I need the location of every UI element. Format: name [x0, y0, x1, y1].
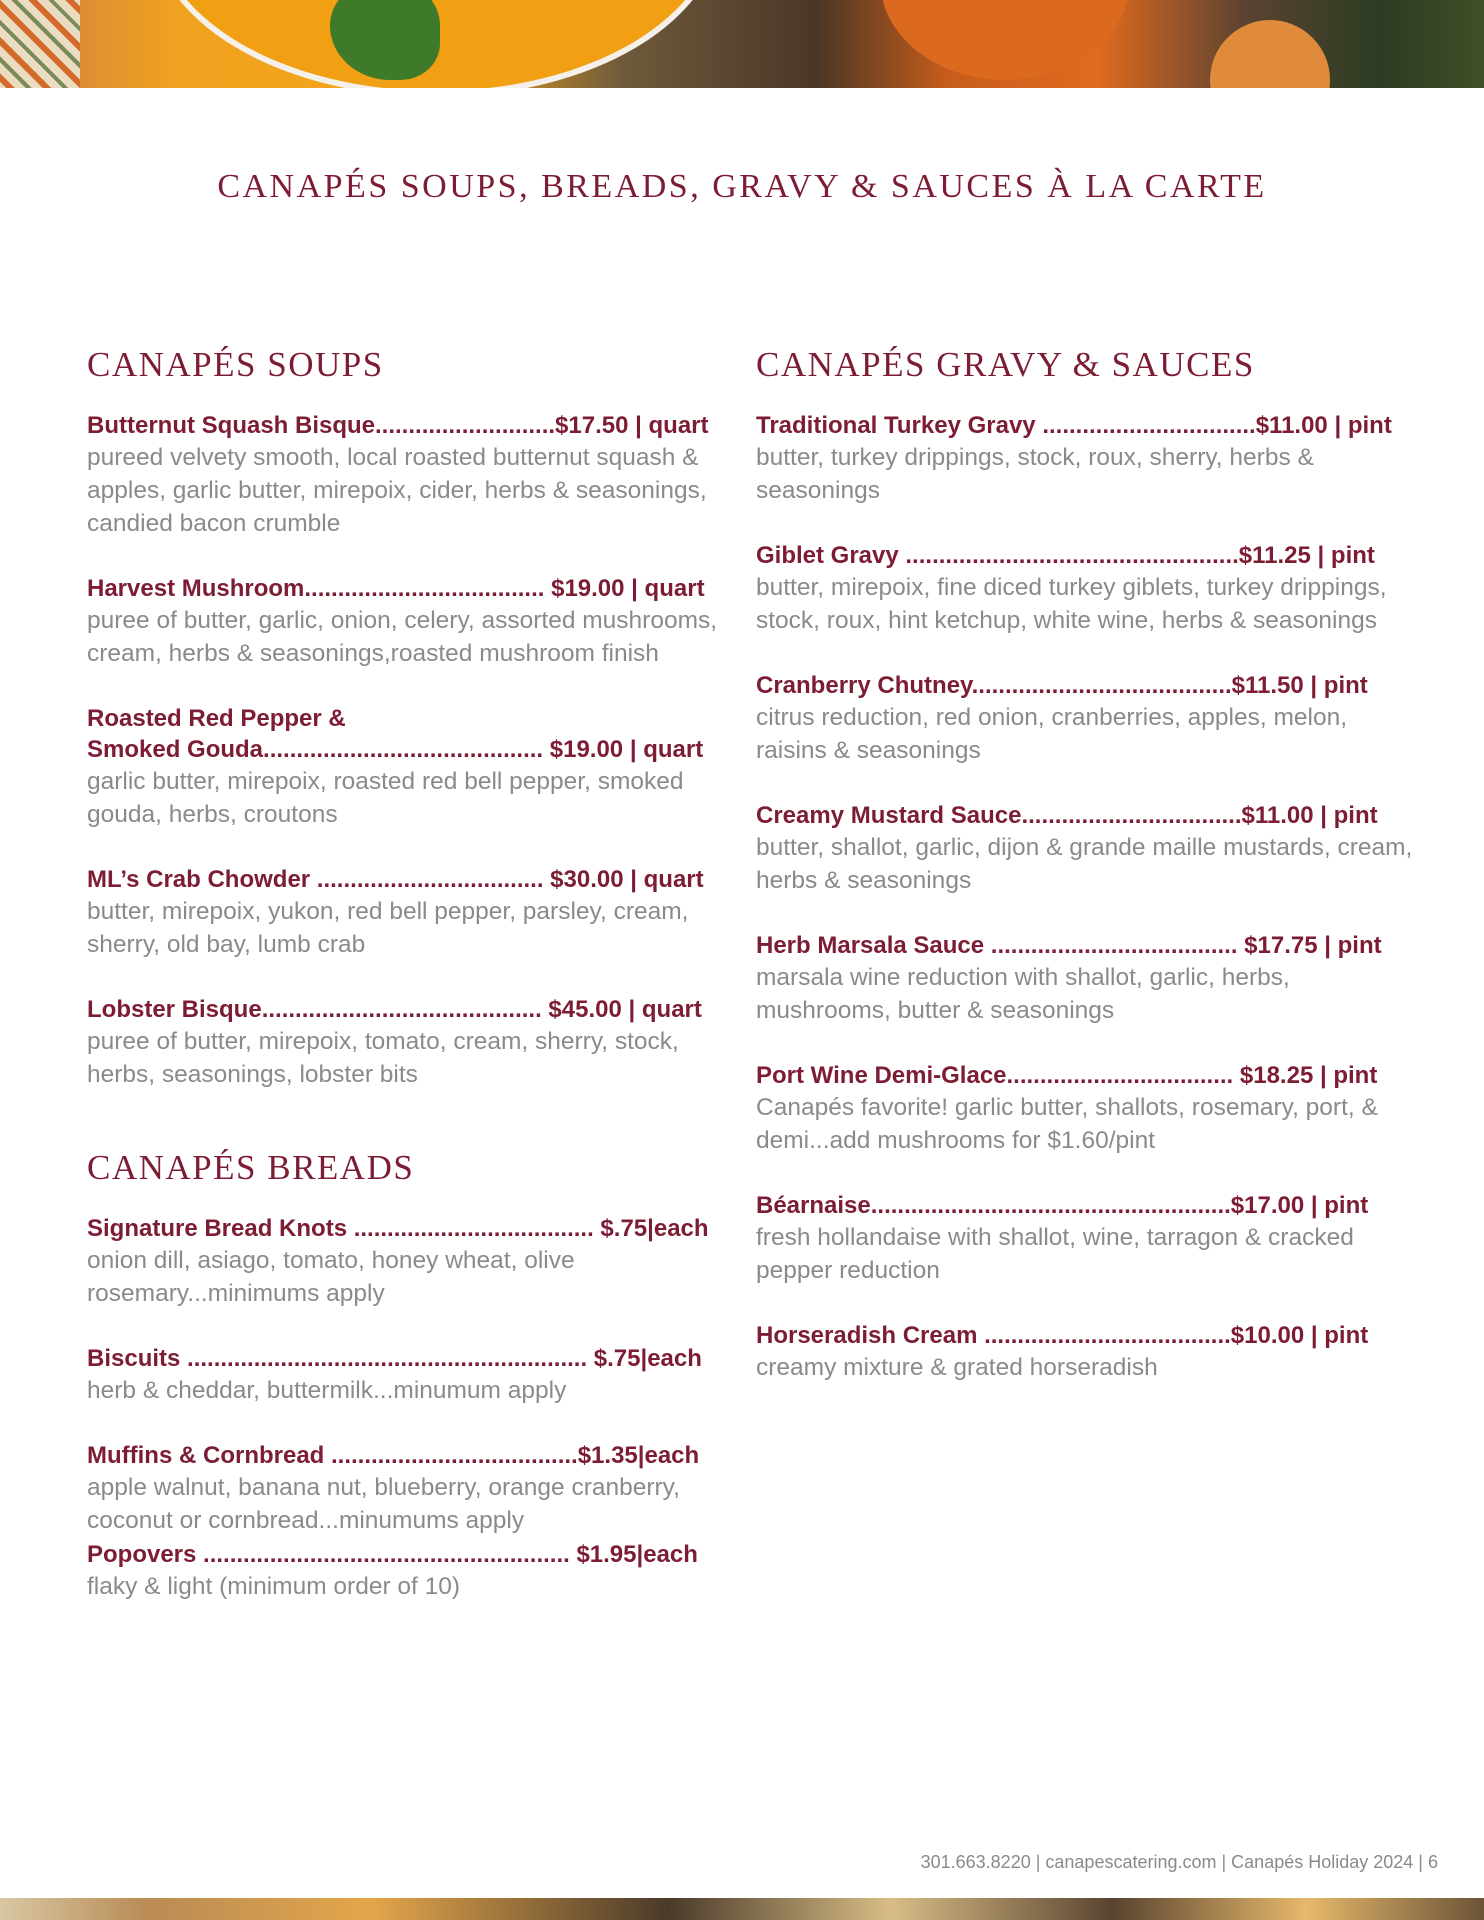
menu-item	[756, 1060, 1416, 1157]
menu-item-description: fresh hollandaise with shallot, wine, tarragon & cracked pepper reduction	[756, 1224, 1354, 1284]
right-column	[756, 344, 1416, 1417]
menu-item-name-price: Popovers ....................................................... $1.95|each	[87, 1541, 698, 1568]
menu-item-description: onion dill, asiago, tomato, honey wheat, olive rosemary...minimums apply	[87, 1247, 575, 1307]
menu-item	[87, 1440, 747, 1537]
breads-section-title: CANAPÉS BREADS	[87, 1148, 415, 1187]
soups-section-title: CANAPÉS SOUPS	[87, 345, 384, 384]
menu-item-description: garlic butter, mirepoix, roasted red bell pepper, smoked gouda, herbs, croutons	[87, 768, 684, 828]
menu-item-name: Roasted Red Pepper &	[87, 705, 346, 732]
sauces-section-title: CANAPÉS GRAVY & SAUCES	[756, 345, 1255, 384]
menu-item-description: butter, mirepoix, yukon, red bell pepper, parsley, cream, sherry, old bay, lumb crab	[87, 898, 689, 958]
menu-item-name-price: Port Wine Demi-Glace.................................. $18.25 | pint	[756, 1062, 1378, 1089]
menu-item-name-price: ML’s Crab Chowder .................................. $30.00 | quart	[87, 866, 704, 893]
menu-item-name-price: Herb Marsala Sauce ..................................... $17.75 | pint	[756, 932, 1382, 959]
menu-item-description: citrus reduction, red onion, cranberries, apples, melon, raisins & seasonings	[756, 704, 1348, 764]
menu-item	[756, 410, 1416, 507]
menu-item	[87, 1213, 747, 1310]
menu-item-description: apple walnut, banana nut, blueberry, orange cranberry, coconut or cornbread...minumums apply	[87, 1474, 680, 1534]
menu-item-description: butter, mirepoix, fine diced turkey giblets, turkey drippings, stock, roux, hint ketchup, white wine, herbs & seasonings	[756, 574, 1387, 634]
menu-item	[87, 703, 747, 831]
menu-item-name-price: Giblet Gravy ..................................................$11.25 | pint	[756, 542, 1375, 569]
menu-item-name-price: Harvest Mushroom.................................... $19.00 | quart	[87, 575, 705, 602]
menu-item-name-price: Biscuits ............................................................ $.75|each	[87, 1345, 702, 1372]
menu-item-description: Canapés favorite! garlic butter, shallots, rosemary, port, & demi...add mushrooms for $1.60/pint	[756, 1094, 1378, 1154]
menu-item-name-price: Muffins & Cornbread .....................................$1.35|each	[87, 1442, 700, 1469]
menu-item-name-price: Signature Bread Knots .................................... $.75|each	[87, 1215, 709, 1242]
menu-item-description: flaky & light (minimum order of 10)	[87, 1573, 461, 1600]
menu-item	[756, 930, 1416, 1027]
menu-item-description: marsala wine reduction with shallot, garlic, herbs, mushrooms, butter & seasonings	[756, 964, 1290, 1024]
left-column	[87, 344, 747, 1636]
menu-item	[756, 1190, 1416, 1287]
menu-item-name-price: Butternut Squash Bisque...........................$17.50 | quart	[87, 412, 709, 439]
menu-item-name-price: Smoked Gouda.......................................... $19.00 | quart	[87, 736, 704, 763]
menu-item-name-price: Béarnaise......................................................$17.00 | pint	[756, 1192, 1369, 1219]
page-footer: 301.663.8220 | canapescatering.com | Canapés Holiday 2024 | 6	[920, 1852, 1438, 1872]
menu-item	[87, 994, 747, 1091]
pumpkin-image	[880, 0, 1130, 80]
menu-item-name-price: Creamy Mustard Sauce.................................$11.00 | pint	[756, 802, 1378, 829]
onion-image	[1210, 20, 1330, 88]
footer-food-photo	[0, 1898, 1484, 1920]
menu-item-description: creamy mixture & grated horseradish	[756, 1354, 1158, 1381]
menu-item	[87, 1539, 747, 1603]
menu-item-description: butter, shallot, garlic, dijon & grande maille mustards, cream, herbs & seasonings	[756, 834, 1413, 894]
page-title: CANAPÉS SOUPS, BREADS, GRAVY & SAUCES À LA CARTE	[217, 168, 1267, 205]
menu-item	[87, 410, 747, 540]
menu-item	[87, 864, 747, 961]
menu-item	[756, 540, 1416, 637]
menu-item-description: butter, turkey drippings, stock, roux, sherry, herbs & seasonings	[756, 444, 1314, 504]
menu-item	[87, 1343, 747, 1407]
menu-item-description: puree of butter, mirepoix, tomato, cream, sherry, stock, herbs, seasonings, lobster bits	[87, 1028, 679, 1088]
menu-item	[87, 573, 747, 670]
menu-item-description: herb & cheddar, buttermilk...minumum apply	[87, 1377, 567, 1404]
menu-item-name-price: Traditional Turkey Gravy ................................$11.00 | pint	[756, 412, 1392, 439]
menu-item-name-price: Cranberry Chutney.......................................$11.50 | pint	[756, 672, 1368, 699]
menu-item	[756, 670, 1416, 767]
menu-item	[756, 800, 1416, 897]
menu-item-description: puree of butter, garlic, onion, celery, assorted mushrooms, cream, herbs & seasonings,roasted mushroom finish	[87, 607, 718, 667]
menu-item-description: pureed velvety smooth, local roasted butternut squash & apples, garlic butter, mirepoix, cider, herbs & seasonings, candied bacon crumble	[87, 444, 707, 537]
menu-item-name-price: Lobster Bisque.......................................... $45.00 | quart	[87, 996, 702, 1023]
striped-cloth-image	[0, 0, 80, 88]
menu-item-name-price: Horseradish Cream .....................................$10.00 | pint	[756, 1322, 1369, 1349]
menu-item	[756, 1320, 1416, 1384]
header-food-photo	[0, 0, 1484, 88]
